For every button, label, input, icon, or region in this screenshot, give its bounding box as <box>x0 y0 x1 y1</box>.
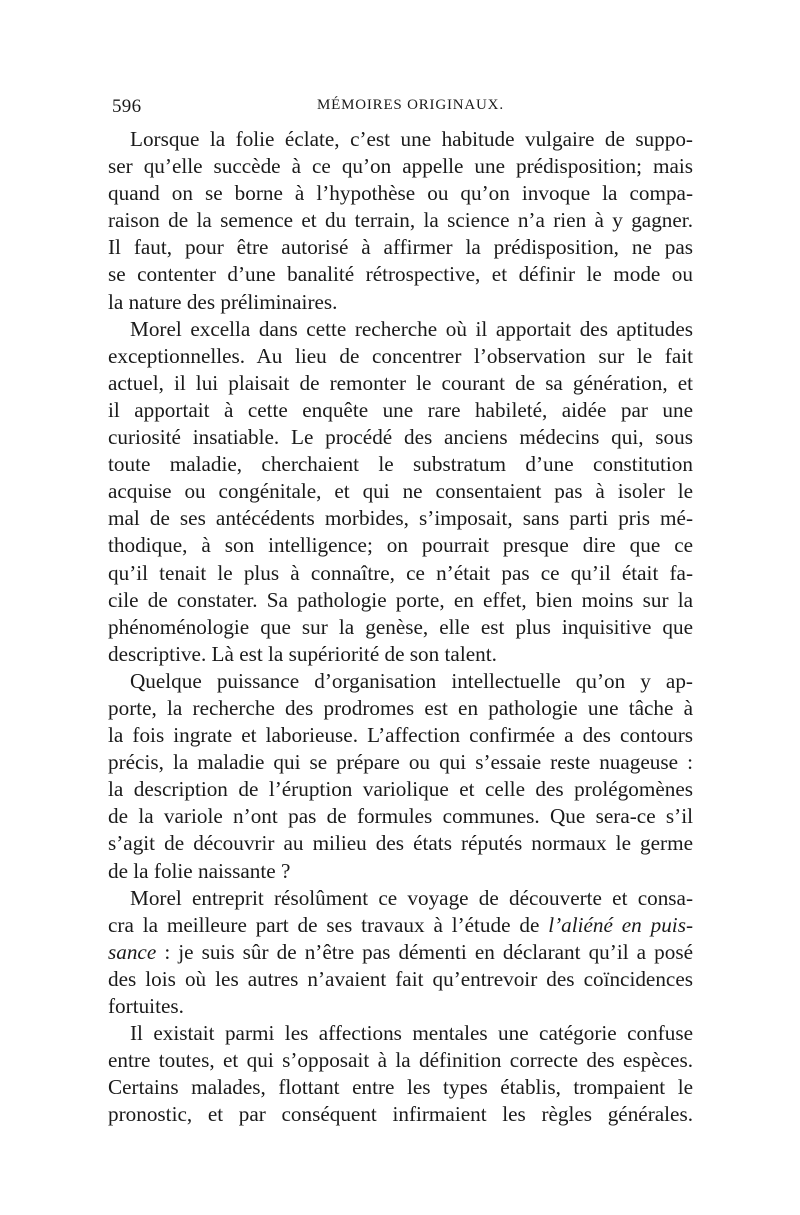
text-line: actuel, il lui plaisait de remonter le courant de sa génération, et <box>108 370 693 395</box>
paragraph-2 <box>108 316 693 668</box>
text-line: mal de ses antécédents morbides, s’imposait, sans parti pris mé- <box>108 506 693 531</box>
text-line: ser qu’elle succède à ce qu’on appelle une prédisposition; mais <box>108 154 693 179</box>
italic-term: l’aliéné en puis- <box>548 912 693 937</box>
text-line: de la folie naissante ? <box>108 858 291 883</box>
text-line <box>108 993 693 1020</box>
text-run: cra la meilleure part de ses travaux à l’étude de <box>108 912 549 937</box>
text-line: phénoménologie que sur la genèse, elle est plus inquisitive que <box>108 614 693 639</box>
text-line: raison de la semence et du terrain, la science n’a rien à y gagner. <box>108 208 693 233</box>
paragraph-5 <box>108 1020 693 1128</box>
text-line: entre toutes, et qui s’opposait à la définition correcte des espèces. <box>108 1048 693 1073</box>
body-text <box>108 126 693 1128</box>
text-line: Il faut, pour être autorisé à affirmer la prédisposition, ne pas <box>108 235 693 260</box>
page-number: 596 <box>112 96 142 117</box>
text-line <box>108 885 693 912</box>
text-line: la fois ingrate et laborieuse. L’affection confirmée a des contours <box>108 723 693 748</box>
page-header <box>112 96 697 120</box>
text-line: il apportait à cette enquête une rare habileté, aidée par une <box>108 397 693 422</box>
text-line: Lorsque la folie éclate, c’est une habitude vulgaire de suppo- <box>130 127 693 151</box>
text-line: descriptive. Là est la supériorité de son talent. <box>108 641 497 666</box>
italic-term: sance <box>108 939 157 964</box>
text-line: toute maladie, cherchaient le substratum d’une constitution <box>108 452 693 477</box>
text-line: thodique, à son intelligence; on pourrait presque dire que ce <box>108 533 693 558</box>
text-run: fortuites. <box>108 994 184 1018</box>
text-line: la description de l’éruption variolique et celle des prolégomènes <box>108 777 693 802</box>
text-line: précis, la maladie qui se prépare ou qui s’essaie reste nuageuse : <box>108 750 693 775</box>
paragraph-1 <box>108 126 693 316</box>
text-line: curiosité insatiable. Le procédé des anciens médecins qui, sous <box>108 425 693 450</box>
text-line: de la variole n’ont pas de formules communes. Que sera-ce s’il <box>108 804 693 829</box>
text-line <box>108 939 693 966</box>
paragraph-4 <box>108 885 693 1020</box>
text-line: acquise ou congénitale, et qui ne consentaient pas à isoler le <box>108 479 693 504</box>
text-line <box>108 912 693 939</box>
paragraph-3 <box>108 668 693 885</box>
text-line: pronostic, et par conséquent infirmaient les règles générales. <box>108 1102 693 1127</box>
text-line <box>108 966 693 993</box>
text-line: porte, la recherche des prodromes est en pathologie une tâche à <box>108 695 693 720</box>
text-run: Morel entreprit résolûment ce voyage de découverte et consa- <box>130 885 693 910</box>
text-line: Il existait parmi les affections mentales une catégorie confuse <box>130 1021 693 1046</box>
text-line: exceptionnelles. Au lieu de concentrer l’observation sur le fait <box>108 343 693 368</box>
text-line: quand on se borne à l’hypothèse ou qu’on invoque la compa- <box>108 181 693 206</box>
text-line: se contenter d’une banalité rétrospective, et définir le mode ou <box>108 262 693 287</box>
text-line: cile de constater. Sa pathologie porte, en effet, bien moins sur la <box>108 587 693 612</box>
text-line: la nature des préliminaires. <box>108 289 338 314</box>
text-line: qu’il tenait le plus à connaître, ce n’était pas ce qu’il était fa- <box>108 560 693 585</box>
running-title: MÉMOIRES ORIGINAUX. <box>317 97 504 113</box>
text-run: des lois où les autres n’avaient fait qu’entrevoir des coïncidences <box>108 966 693 991</box>
text-run: : je suis sûr de n’être pas démenti en déclarant qu’il a posé <box>156 939 693 964</box>
text-line: s’agit de découvrir au milieu des états réputés normaux le germe <box>108 831 693 856</box>
text-line: Quelque puissance d’organisation intellectuelle qu’on y ap- <box>130 668 693 693</box>
text-line: Morel excella dans cette recherche où il apportait des aptitudes <box>130 316 693 341</box>
text-line: Certains malades, flottant entre les types établis, trompaient le <box>108 1075 693 1100</box>
